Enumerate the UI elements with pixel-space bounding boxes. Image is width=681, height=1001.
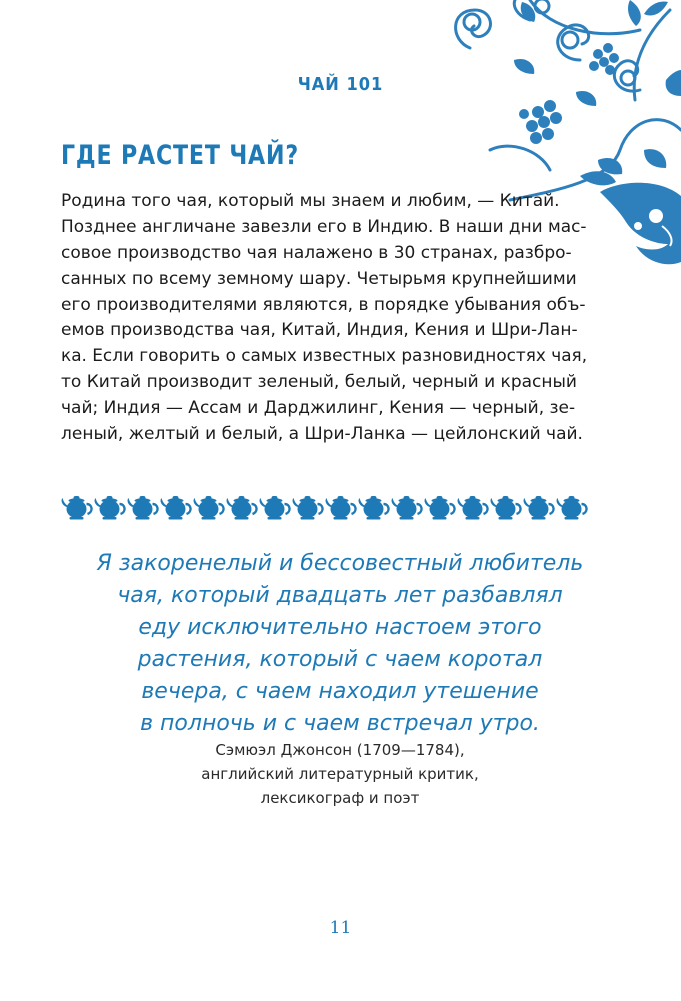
teapot-icon <box>491 496 521 520</box>
body-line: Родина того чая, который мы знаем и любим, — Китай. <box>61 191 560 211</box>
teapot-icon <box>425 496 455 520</box>
teapot-icon <box>62 496 92 520</box>
teapot-icon <box>128 496 158 520</box>
teapot-icon <box>95 496 125 520</box>
page-number: 11 <box>329 918 352 938</box>
teapot-icon <box>194 496 224 520</box>
body-line: ка. Если говорить о самых известных разновидностях чая, <box>61 346 588 367</box>
teapot-icon <box>293 496 323 520</box>
quote-attribution <box>110 738 570 810</box>
body-line: чай; Индия — Ассам и Дарджилинг, Кения — черный, зе- <box>61 398 576 419</box>
quote-line: еду исключительно настоем этого <box>138 615 542 640</box>
teapot-icon <box>557 496 587 520</box>
teapot-icon <box>260 496 290 520</box>
attribution-line: Сэмюэл Джонсон (1709—1784), <box>215 741 465 759</box>
running-header: ЧАЙ 101 <box>297 74 384 95</box>
body-line: емов производства чая, Китай, Индия, Кения и Шри-Лан- <box>61 320 578 341</box>
body-line: совое производство чая налажено в 30 странах, разбро- <box>61 242 572 263</box>
teapot-divider <box>60 491 588 521</box>
teapot-icon <box>227 496 257 520</box>
quote-line: в полночь и с чаем встречал утро. <box>140 711 540 736</box>
teapot-icon <box>161 496 191 520</box>
teapot-icon <box>326 496 356 520</box>
body-line: Позднее англичане завезли его в Индию. В наши дни мас- <box>61 216 587 237</box>
epigraph-quote <box>60 548 620 740</box>
quote-line: чая, который двадцать лет разбавлял <box>117 583 563 608</box>
body-line: санных по всему земному шару. Четырьмя крупнейшими <box>61 268 577 289</box>
teapot-icon <box>524 496 554 520</box>
body-line: то Китай производит зеленый, белый, черный и красный <box>61 372 577 393</box>
section-heading: ГДЕ РАСТЕТ ЧАЙ? <box>61 140 300 171</box>
body-line: его производителями являются, в порядке убывания объ- <box>61 294 586 315</box>
attribution-line: лексикограф и поэт <box>260 789 420 807</box>
teapot-icon <box>458 496 488 520</box>
body-line: леный, желтый и белый, а Шри-Ланка — цейлонский чай. <box>61 424 583 445</box>
teapot-icon <box>392 496 422 520</box>
quote-line: растения, который с чаем коротал <box>137 647 543 672</box>
teapot-icon <box>359 496 389 520</box>
attribution-line: английский литературный критик, <box>201 765 479 783</box>
body-paragraph <box>61 189 587 448</box>
quote-line: Я закоренелый и бессовестный любитель <box>96 551 584 576</box>
quote-line: вечера, с чаем находил утешение <box>141 679 539 704</box>
